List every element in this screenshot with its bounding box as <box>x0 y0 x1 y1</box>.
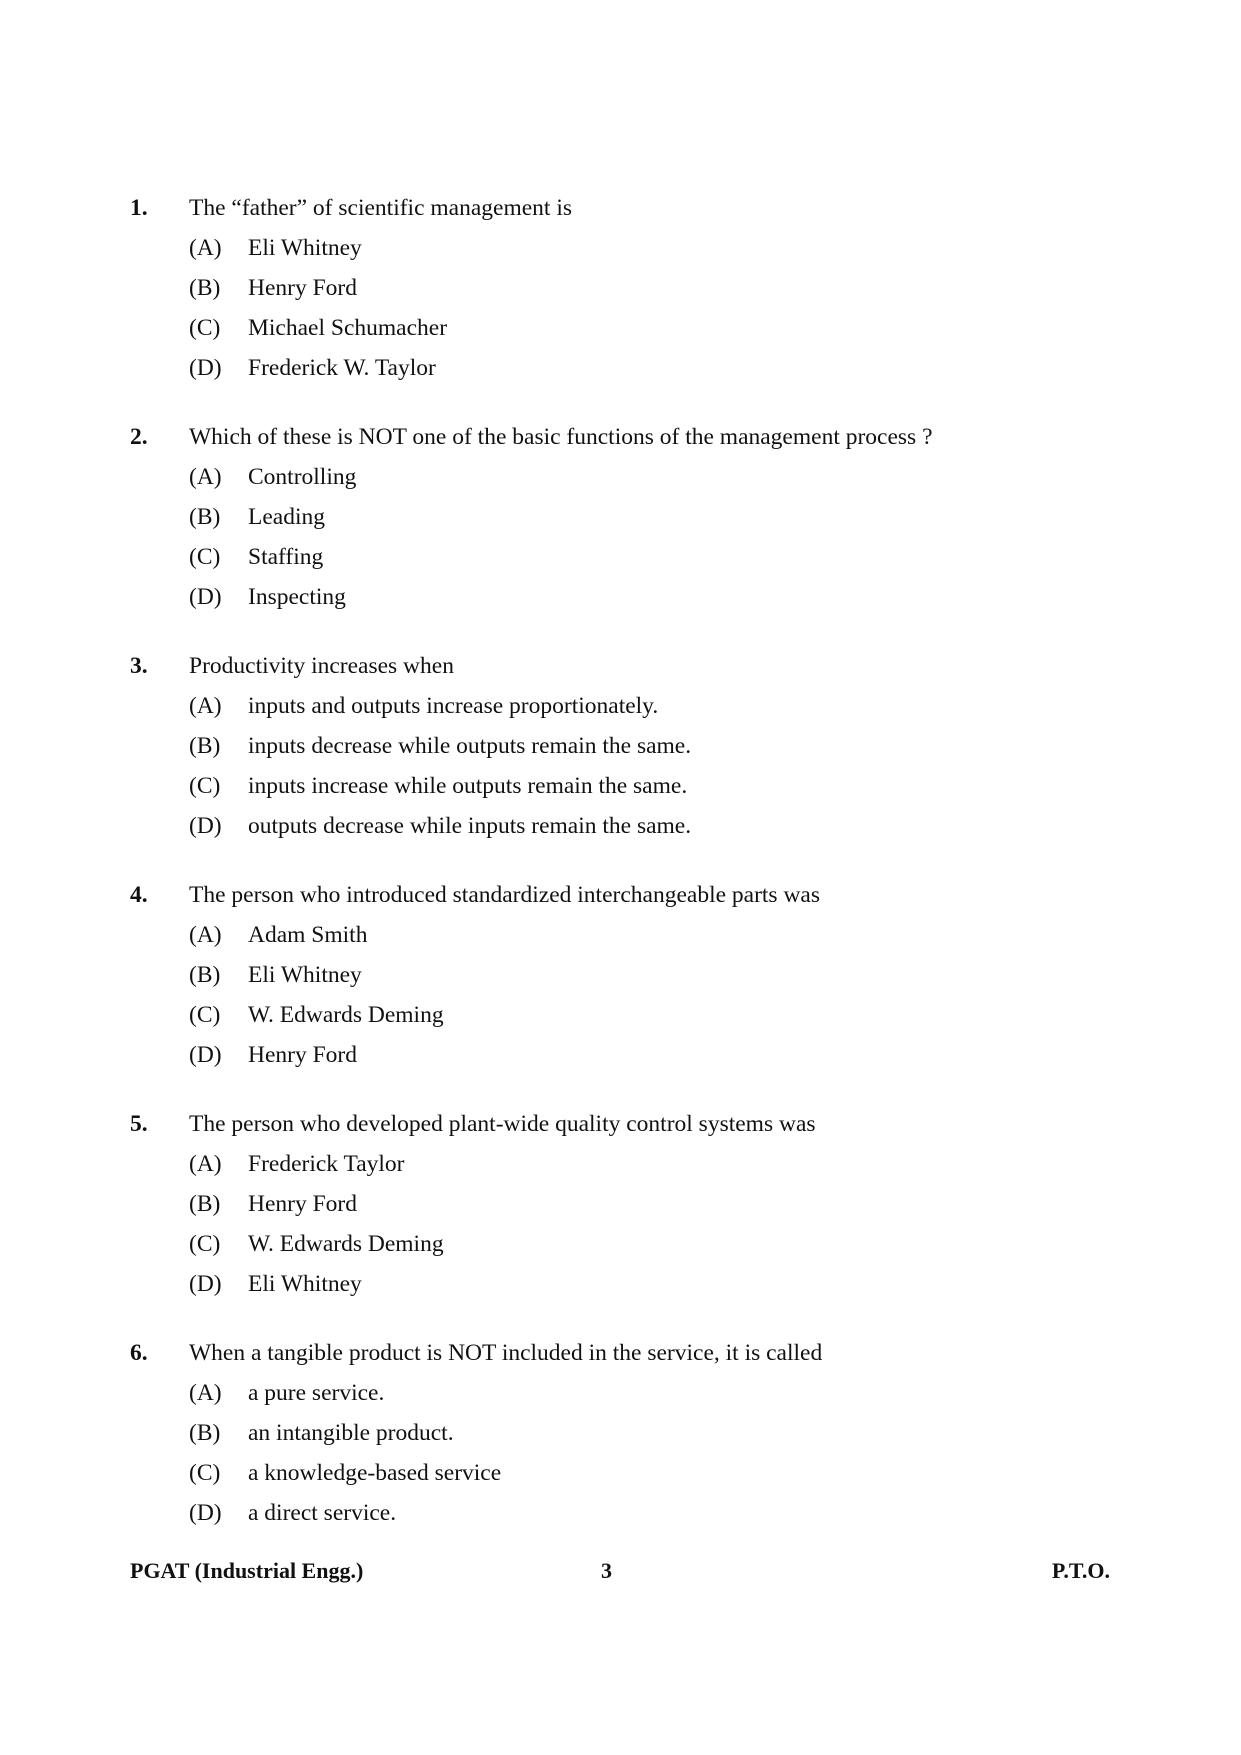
option-letter: (B) <box>189 504 221 530</box>
option-letter: (B) <box>189 1191 221 1217</box>
question-text: Productivity increases when <box>189 653 454 679</box>
option-letter: (B) <box>189 275 221 301</box>
option-a <box>130 228 1130 268</box>
question-3 <box>130 646 1130 846</box>
question-5 <box>130 1104 1130 1304</box>
option-text: Eli Whitney <box>248 962 362 988</box>
option-b <box>130 955 1130 995</box>
question-text: The person who introduced standardized interchangeable parts was <box>189 882 821 908</box>
option-letter: (A) <box>189 693 222 719</box>
option-letter: (C) <box>189 1460 221 1486</box>
option-text: Frederick Taylor <box>248 1151 405 1177</box>
question-text: When a tangible product is NOT included in the service, it is called <box>189 1340 823 1366</box>
option-letter: (A) <box>189 922 222 948</box>
option-c <box>130 1224 1130 1264</box>
option-d <box>130 1035 1130 1075</box>
option-a <box>130 457 1130 497</box>
option-a <box>130 1373 1130 1413</box>
option-b <box>130 1413 1130 1453</box>
option-text: Henry Ford <box>248 1191 357 1217</box>
question-stem <box>130 875 1130 915</box>
option-letter: (C) <box>189 1002 221 1028</box>
option-letter: (A) <box>189 464 222 490</box>
question-1 <box>130 188 1130 388</box>
option-letter: (C) <box>189 773 221 799</box>
option-text: Adam Smith <box>248 922 368 948</box>
footer-exam-title: PGAT (Industrial Engg.) <box>130 1558 364 1583</box>
question-4 <box>130 875 1130 1075</box>
option-text: inputs decrease while outputs remain the same. <box>248 733 692 759</box>
option-text: Eli Whitney <box>248 1271 362 1297</box>
question-number: 6. <box>130 1340 148 1366</box>
question-stem <box>130 1333 1130 1373</box>
option-text: Eli Whitney <box>248 235 362 261</box>
page-footer <box>130 1554 1110 1588</box>
option-text: W. Edwards Deming <box>248 1002 444 1028</box>
option-letter: (D) <box>189 355 222 381</box>
question-2 <box>130 417 1130 617</box>
option-letter: (D) <box>189 1271 222 1297</box>
option-letter: (B) <box>189 962 221 988</box>
option-text: Leading <box>248 504 325 530</box>
option-text: Controlling <box>248 464 357 490</box>
option-letter: (D) <box>189 1042 222 1068</box>
option-b <box>130 1184 1130 1224</box>
option-letter: (D) <box>189 584 222 610</box>
option-a <box>130 915 1130 955</box>
option-text: Frederick W. Taylor <box>248 355 436 381</box>
option-text: a pure service. <box>248 1380 385 1406</box>
question-stem <box>130 188 1130 228</box>
option-letter: (B) <box>189 733 221 759</box>
option-text: Staffing <box>248 544 324 570</box>
question-number: 2. <box>130 424 148 450</box>
option-letter: (A) <box>189 235 222 261</box>
option-text: Henry Ford <box>248 275 357 301</box>
page-number: 3 <box>601 1558 612 1583</box>
question-text: The person who developed plant-wide quality control systems was <box>189 1111 816 1137</box>
option-text: outputs decrease while inputs remain the same. <box>248 813 692 839</box>
option-letter: (D) <box>189 1500 222 1526</box>
option-d <box>130 1493 1130 1533</box>
question-text: The “father” of scientific management is <box>189 195 572 221</box>
option-letter: (A) <box>189 1380 222 1406</box>
option-letter: (B) <box>189 1420 221 1446</box>
option-letter: (A) <box>189 1151 222 1177</box>
question-number: 3. <box>130 653 148 679</box>
question-stem <box>130 417 1130 457</box>
option-d <box>130 806 1130 846</box>
option-letter: (C) <box>189 1231 221 1257</box>
option-letter: (C) <box>189 544 221 570</box>
option-a <box>130 686 1130 726</box>
option-text: Inspecting <box>248 584 346 610</box>
option-text: a knowledge-based service <box>248 1460 502 1486</box>
option-letter: (C) <box>189 315 221 341</box>
question-stem <box>130 646 1130 686</box>
option-d <box>130 577 1130 617</box>
option-d <box>130 348 1130 388</box>
option-c <box>130 308 1130 348</box>
option-c <box>130 537 1130 577</box>
option-b <box>130 268 1130 308</box>
option-text: Henry Ford <box>248 1042 357 1068</box>
question-stem <box>130 1104 1130 1144</box>
option-c <box>130 995 1130 1035</box>
option-text: W. Edwards Deming <box>248 1231 444 1257</box>
option-text: Michael Schumacher <box>248 315 448 341</box>
option-text: a direct service. <box>248 1500 397 1526</box>
option-a <box>130 1144 1130 1184</box>
option-letter: (D) <box>189 813 222 839</box>
question-text: Which of these is NOT one of the basic functions of the management process ? <box>189 424 933 450</box>
option-c <box>130 1453 1130 1493</box>
option-b <box>130 726 1130 766</box>
question-6 <box>130 1333 1130 1533</box>
option-text: an intangible product. <box>248 1420 454 1446</box>
option-text: inputs increase while outputs remain the same. <box>248 773 688 799</box>
option-c <box>130 766 1130 806</box>
option-d <box>130 1264 1130 1304</box>
question-number: 1. <box>130 195 148 221</box>
footer-pto: P.T.O. <box>1051 1558 1110 1583</box>
question-number: 5. <box>130 1111 148 1137</box>
option-b <box>130 497 1130 537</box>
question-number: 4. <box>130 882 148 908</box>
option-text: inputs and outputs increase proportionately. <box>248 693 659 719</box>
